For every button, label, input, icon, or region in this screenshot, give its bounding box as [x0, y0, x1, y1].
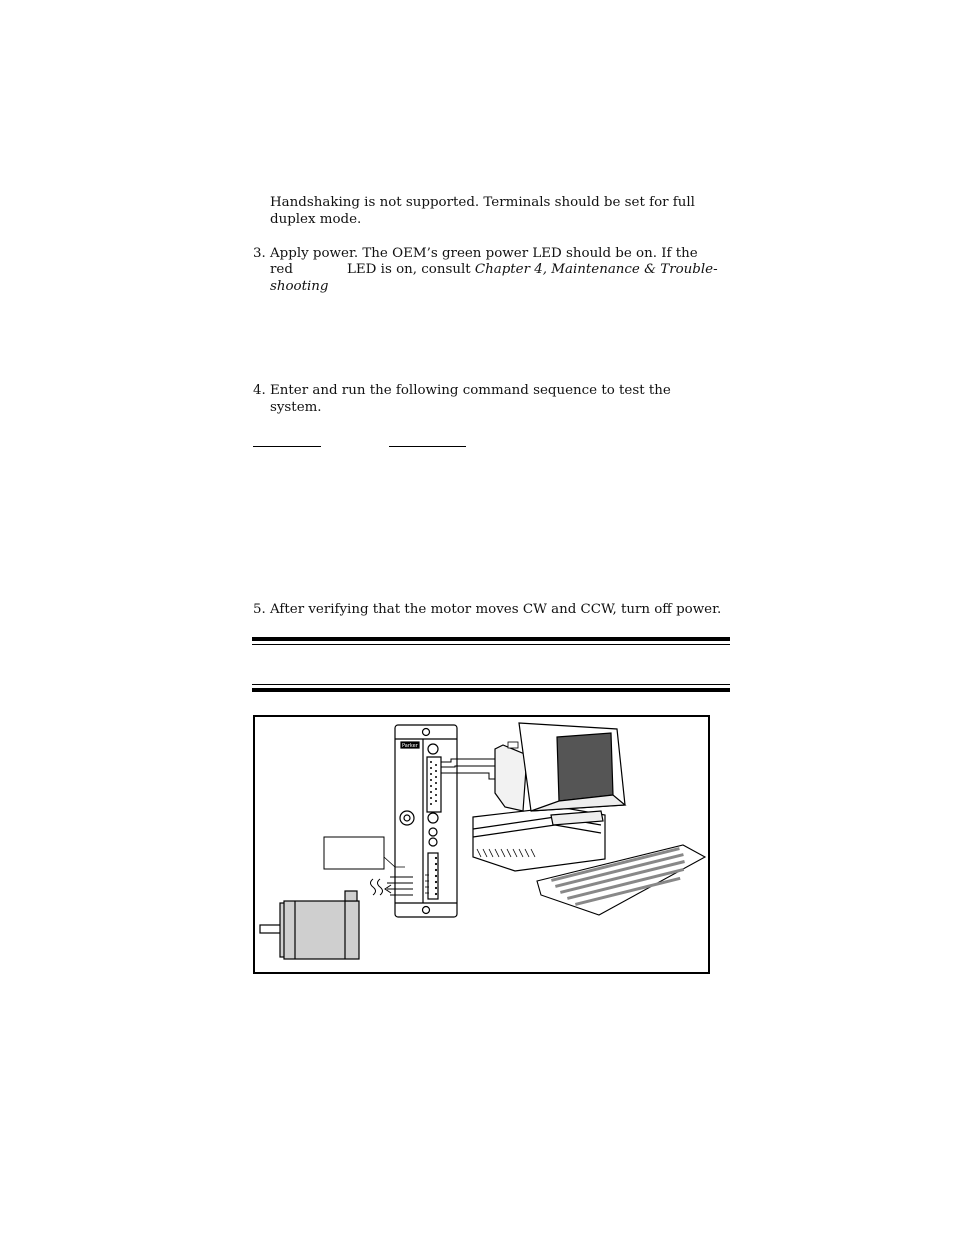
step-3-line-2	[347, 261, 718, 278]
handshake-line-1: Handshaking is not supported. Terminals should be set for full	[270, 195, 695, 210]
banner-rule-bottom-thick	[252, 688, 730, 692]
step-3-line-1: Apply power. The OEM’s green power LED should be on. If the	[270, 246, 698, 261]
column-rule-left	[253, 446, 321, 447]
banner-rule-top-thin	[252, 644, 730, 645]
step-5-line-1: After verifying that the motor moves CW and CCW, turn off power.	[270, 602, 722, 617]
step-4-line-2: system.	[270, 400, 322, 415]
connection-illustration	[255, 717, 708, 972]
computer-terminal-icon	[473, 723, 625, 871]
step-3-chapter-ref: Chapter 4, Maintenance & Trouble-	[474, 262, 718, 277]
step-3-number: 3.	[253, 246, 266, 261]
handshake-line-2: duplex mode.	[270, 212, 362, 227]
step-3-line-2-red: red	[270, 262, 293, 277]
banner-rule-bottom-thin	[252, 684, 730, 685]
brand-logo: Parker	[402, 743, 418, 749]
step-5-number: 5.	[253, 602, 266, 617]
step-3-line-3: shooting	[270, 279, 329, 294]
drive-unit-icon	[395, 725, 457, 917]
banner-rule-top-thick	[252, 637, 730, 641]
step-3-led-text: LED is on, consult	[347, 262, 475, 277]
connection-figure	[253, 715, 710, 974]
step-4-line-1: Enter and run the following command sequence to test the	[270, 383, 671, 398]
column-rule-right	[389, 446, 466, 447]
step-4-number: 4.	[253, 383, 266, 398]
callout-box	[324, 837, 384, 869]
motor-icon	[260, 891, 359, 959]
